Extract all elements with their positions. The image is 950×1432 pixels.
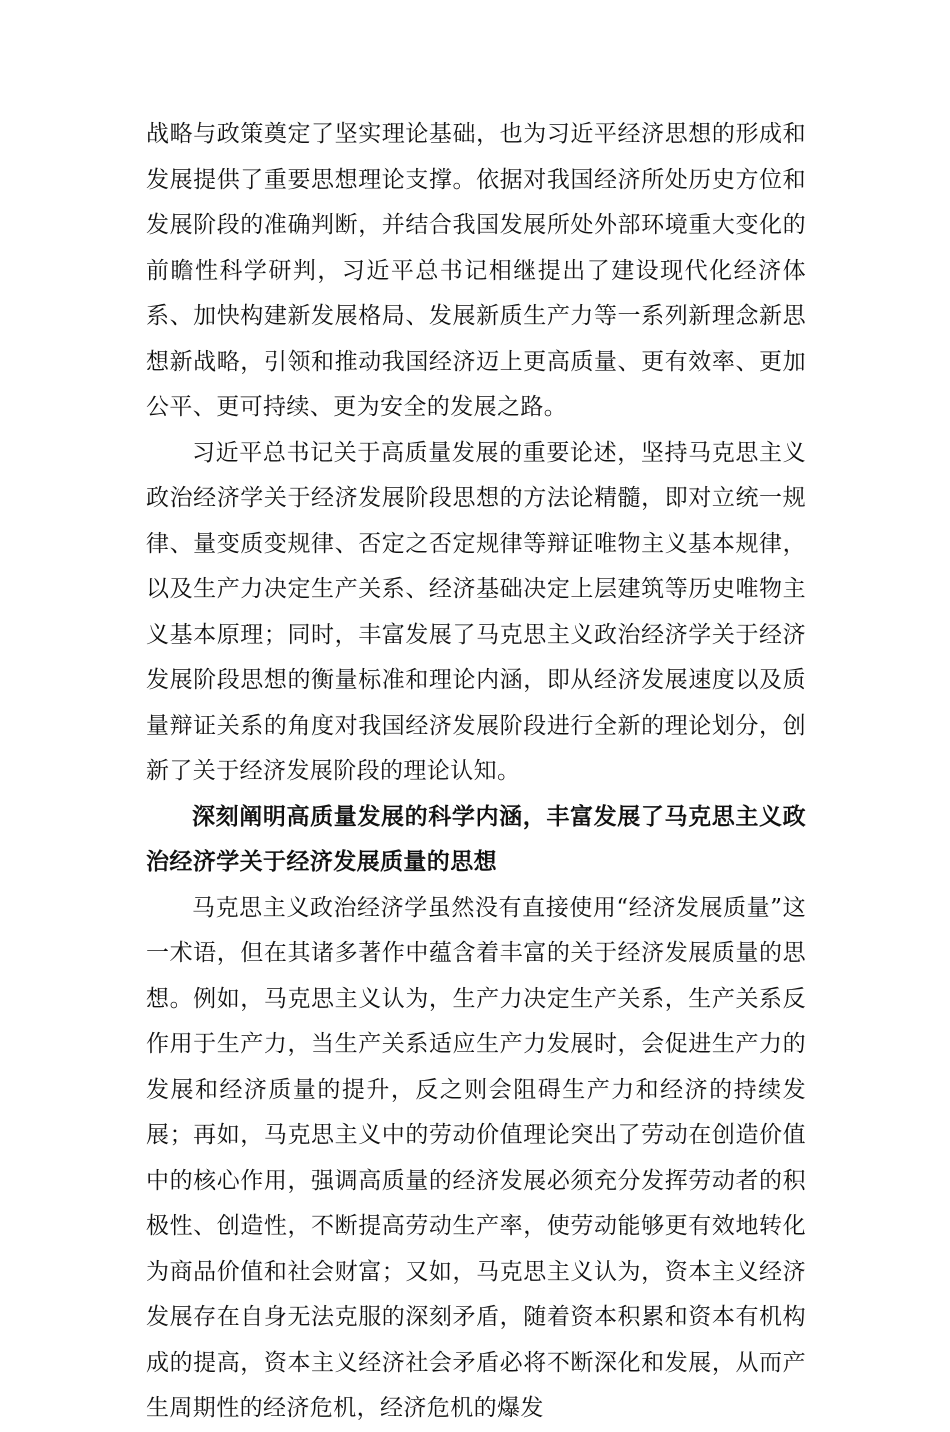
body-paragraph-continued: 战略与政策奠定了坚实理论基础，也为习近平经济思想的形成和发展提供了重要思想理论支撑。依据对我国经济所处历史方位和发展阶段的准确判断，并结合我国发展所处外部环境重大变化的前瞻性科学研判，习近平总书记相继提出了建设现代化经济体系、加快构建新发展格局、发展新质生产力等一系列新理念新思想新战略，引领和推动我国经济迈上更高质量、更有效率、更加公平、更可持续、更为安全的发展之路。 [146, 121, 806, 420]
body-paragraph: 马克思主义政治经济学虽然没有直接使用“经济发展质量”这一术语，但在其诸多著作中蕴含着丰富的关于经济发展质量的思想。例如，马克思主义认为，生产力决定生产关系，生产关系反作用于生产力，当生产关系适应生产力发展时，会促进生产力的发展和经济质量的提升，反之则会阻碍生产力和经济的持续发展；再如，马克思主义中的劳动价值理论突出了劳动在创造价值中的核心作用，强调高质量的经济发展必须充分发挥劳动者的积极性、创造性，不断提高劳动生产率，使劳动能够更有效地转化为商品价值和社会财富；又如，马克思主义认为，资本主义经济发展存在自身无法克服的深刻矛盾，随着资本积累和资本有机构成的提高，资本主义经济社会矛盾必将不断深化和发展，从而产生周期性的经济危机，经济危机的爆发 [146, 894, 806, 1421]
body-paragraph: 习近平总书记关于高质量发展的重要论述，坚持马克思主义政治经济学关于经济发展阶段思想的方法论精髓，即对立统一规律、量变质变规律、否定之否定规律等辩证唯物主义基本规律，以及生产力决定生产关系、经济基础决定上层建筑等历史唯物主义基本原理；同时，丰富发展了马克思主义政治经济学关于经济发展阶段思想的衡量标准和理论内涵，即从经济发展速度以及质量辩证关系的角度对我国经济发展阶段进行全新的理论划分，创新了关于经济发展阶段的理论认知。 [146, 439, 806, 784]
document-body [146, 112, 806, 1432]
section-heading: 深刻阐明高质量发展的科学内涵，丰富发展了马克思主义政治经济学关于经济发展质量的思想 [146, 803, 806, 875]
